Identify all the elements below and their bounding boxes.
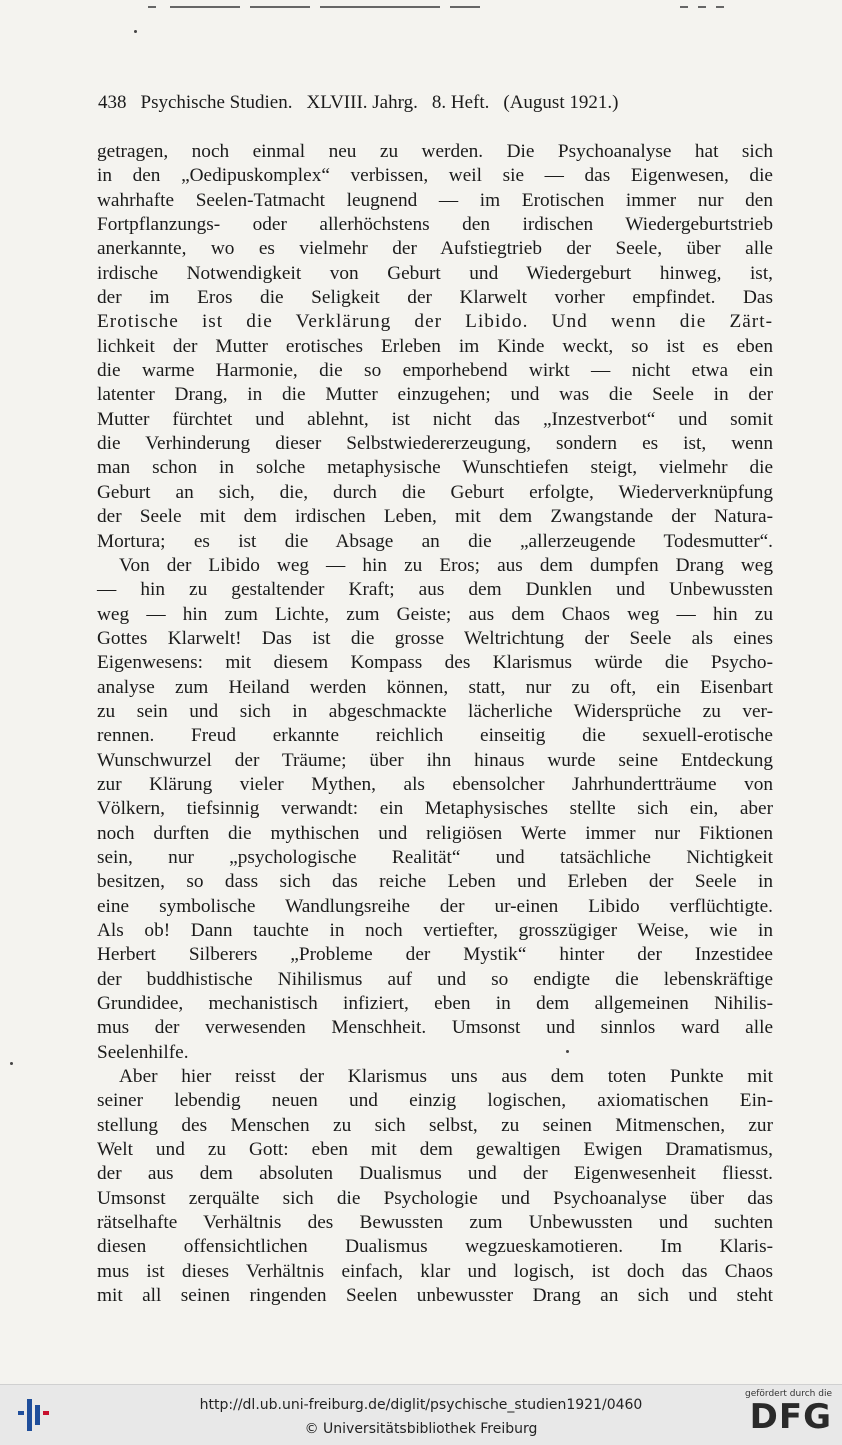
text-line: irdische Notwendigkeit von Geburt und Wiedergeburt hinweg, ist, <box>97 262 773 284</box>
text-line: wahrhafte Seelen-Tatmacht leugnend — im Erotischen immer nur den <box>97 189 773 211</box>
text-line: stellung des Menschen zu sich selbst, zu seinen Mitmenschen, zur <box>97 1114 773 1136</box>
text-line: Als ob! Dann tauchte in noch vertiefter, grosszügiger Weise, wie in <box>97 920 773 941</box>
dfg-mark: DFG <box>749 1397 832 1437</box>
text-line: analyse zum Heiland werden können, statt, nur zu oft, ein Eisenbart <box>97 676 773 698</box>
text-line: noch durften die mythischen und religiösen Werte immer nur Fiktionen <box>97 822 773 844</box>
page-number: 438 <box>98 92 127 113</box>
text-line: Mortura; es ist die Absage an die „allerzeugende Todesmutter“. <box>97 530 773 552</box>
scan-artifact-marks <box>140 6 740 10</box>
body-text <box>97 140 773 1309</box>
text-line: Umsonst zerquälte sich die Psychologie und Psychoanalyse über das <box>97 1187 773 1209</box>
text-line: Wunschwurzel der Träume; über ihn hinaus wurde seine Entdeckung <box>97 749 773 771</box>
text-line: Völkern, tiefsinnig verwandt: ein Metaphysisches stellte sich ein, aber <box>97 798 773 820</box>
text-line: mit all seinen ringenden Seelen unbewusster Drang an sich und steht <box>97 1285 773 1307</box>
text-line: Fortpflanzungs- oder allerhöchstens den irdischen Wiedergeburtstrieb <box>97 214 773 236</box>
text-line: Mutter fürchtet und ablehnt, ist nicht das „Inzestverbot“ und somit <box>97 408 773 430</box>
text-line: zu sein und sich in abgeschmackte lächerliche Widersprüche zu ver- <box>97 700 773 722</box>
text-line: rätselhafte Verhältnis des Bewussten zum Unbewussten und suchten <box>97 1212 773 1234</box>
text-line: weg — hin zum Lichte, zum Geiste; aus dem Chaos weg — hin zu <box>97 603 773 625</box>
text-line: lichkeit der Mutter erotisches Erleben im Kinde weckt, so ist es eben <box>97 335 773 357</box>
text-line: Geburt an sich, die, durch die Geburt erfolgte, Wiederverknüpfung <box>97 481 773 503</box>
volume: XLVIII. Jahrg. <box>306 92 418 113</box>
text-line: in den „Oedipuskomplex“ verbissen, weil sie — das Eigenwesen, die <box>97 165 773 187</box>
text-line: sein, nur „psychologische Realität“ und tatsächliche Nichtigkeit <box>97 846 773 868</box>
text-line: rennen. Freud erkannte reichlich einseitig die sexuell-erotische <box>97 725 773 747</box>
journal-title: Psychische Studien. <box>140 92 293 113</box>
text-line: Grundidee, mechanistisch infiziert, eben in dem allgemeinen Nihilis- <box>97 993 773 1015</box>
scan-speck <box>10 1062 13 1065</box>
copyright-notice: © Universitätsbibliothek Freiburg <box>304 1421 538 1437</box>
dfg-caption: gefördert durch die <box>745 1389 832 1399</box>
scan-speck <box>134 30 137 33</box>
text-line: mus ist dieses Verhältnis einfach, klar und logisch, ist doch das Chaos <box>97 1260 773 1282</box>
text-line: die Verhinderung dieser Selbstwiedererzeugung, sondern es ist, wenn <box>97 433 773 455</box>
text-line: — hin zu gestaltender Kraft; aus dem Dunklen und Unbewussten <box>97 579 773 601</box>
text-line: getragen, noch einmal neu zu werden. Die Psychoanalyse hat sich <box>97 141 773 162</box>
issue: 8. Heft. <box>431 92 490 113</box>
text-line: Seelenhilfe. <box>97 1041 189 1063</box>
text-line: der aus dem absoluten Dualismus und der Eigenwesenheit fliesst. <box>97 1163 773 1185</box>
text-line: Welt und zu Gott: eben mit dem gewaltigen Ewigen Dramatismus, <box>97 1139 773 1161</box>
issue-date: (August 1921.) <box>503 92 619 113</box>
text-line: mus der verwesenden Menschheit. Umsonst und sinnlos ward alle <box>97 1017 773 1039</box>
text-line: der Seele mit dem irdischen Leben, mit dem Zwangstande der Natura- <box>97 506 773 528</box>
text-line: Aber hier reisst der Klarismus uns aus dem toten Punkte mit <box>119 1066 773 1088</box>
text-line: anerkannte, wo es vielmehr der Aufstiegtrieb der Seele, über alle <box>97 238 773 260</box>
text-line: Eigenwesens: mit diesem Kompass des Klarismus würde die Psycho- <box>97 652 773 674</box>
text-line: die warme Harmonie, die so emporhebend wirkt — nicht etwa ein <box>97 360 773 382</box>
text-line: zur Klärung vieler Mythen, als ebensolcher Jahrhundertträume von <box>97 773 773 795</box>
text-line: latenter Drang, in die Mutter einzugehen; und was die Seele in der <box>97 384 773 406</box>
text-line: der buddhistische Nihilismus auf und so endigte die lebenskräftige <box>97 968 773 990</box>
text-line: eine symbolische Wandlungsreihe der ur-einen Libido verflüchtigte. <box>97 895 773 917</box>
viewer-footer <box>0 1384 842 1445</box>
text-line: man schon in solche metaphysische Wunschtiefen steigt, vielmehr die <box>97 457 773 479</box>
text-line: der im Eros die Seligkeit der Klarwelt vorher empfindet. Das <box>97 287 773 309</box>
running-header <box>98 92 774 114</box>
text-line: Herbert Silberers „Probleme der Mystik“ hinter der Inzestidee <box>97 944 773 966</box>
text-line: diesen offensichtlichen Dualismus wegzueskamotieren. Im Klaris- <box>97 1236 773 1258</box>
text-line: Von der Libido weg — hin zu Eros; aus dem dumpfen Drang weg <box>119 554 773 576</box>
text-line: Erotische ist die Verklärung der Libido. Und wenn die Zärt- <box>97 311 773 333</box>
dfg-logo <box>732 1389 832 1441</box>
text-line: Gottes Klarwelt! Das ist die grosse Weltrichtung der Seele als eines <box>97 627 773 649</box>
text-line: seiner lebendig neuen und einzig logischen, axiomatischen Ein- <box>97 1090 773 1112</box>
text-line: besitzen, so dass sich das reiche Leben und Erleben der Seele in <box>97 871 773 893</box>
source-url[interactable]: http://dl.ub.uni-freiburg.de/diglit/psychische_studien1921/0460 <box>199 1397 643 1413</box>
